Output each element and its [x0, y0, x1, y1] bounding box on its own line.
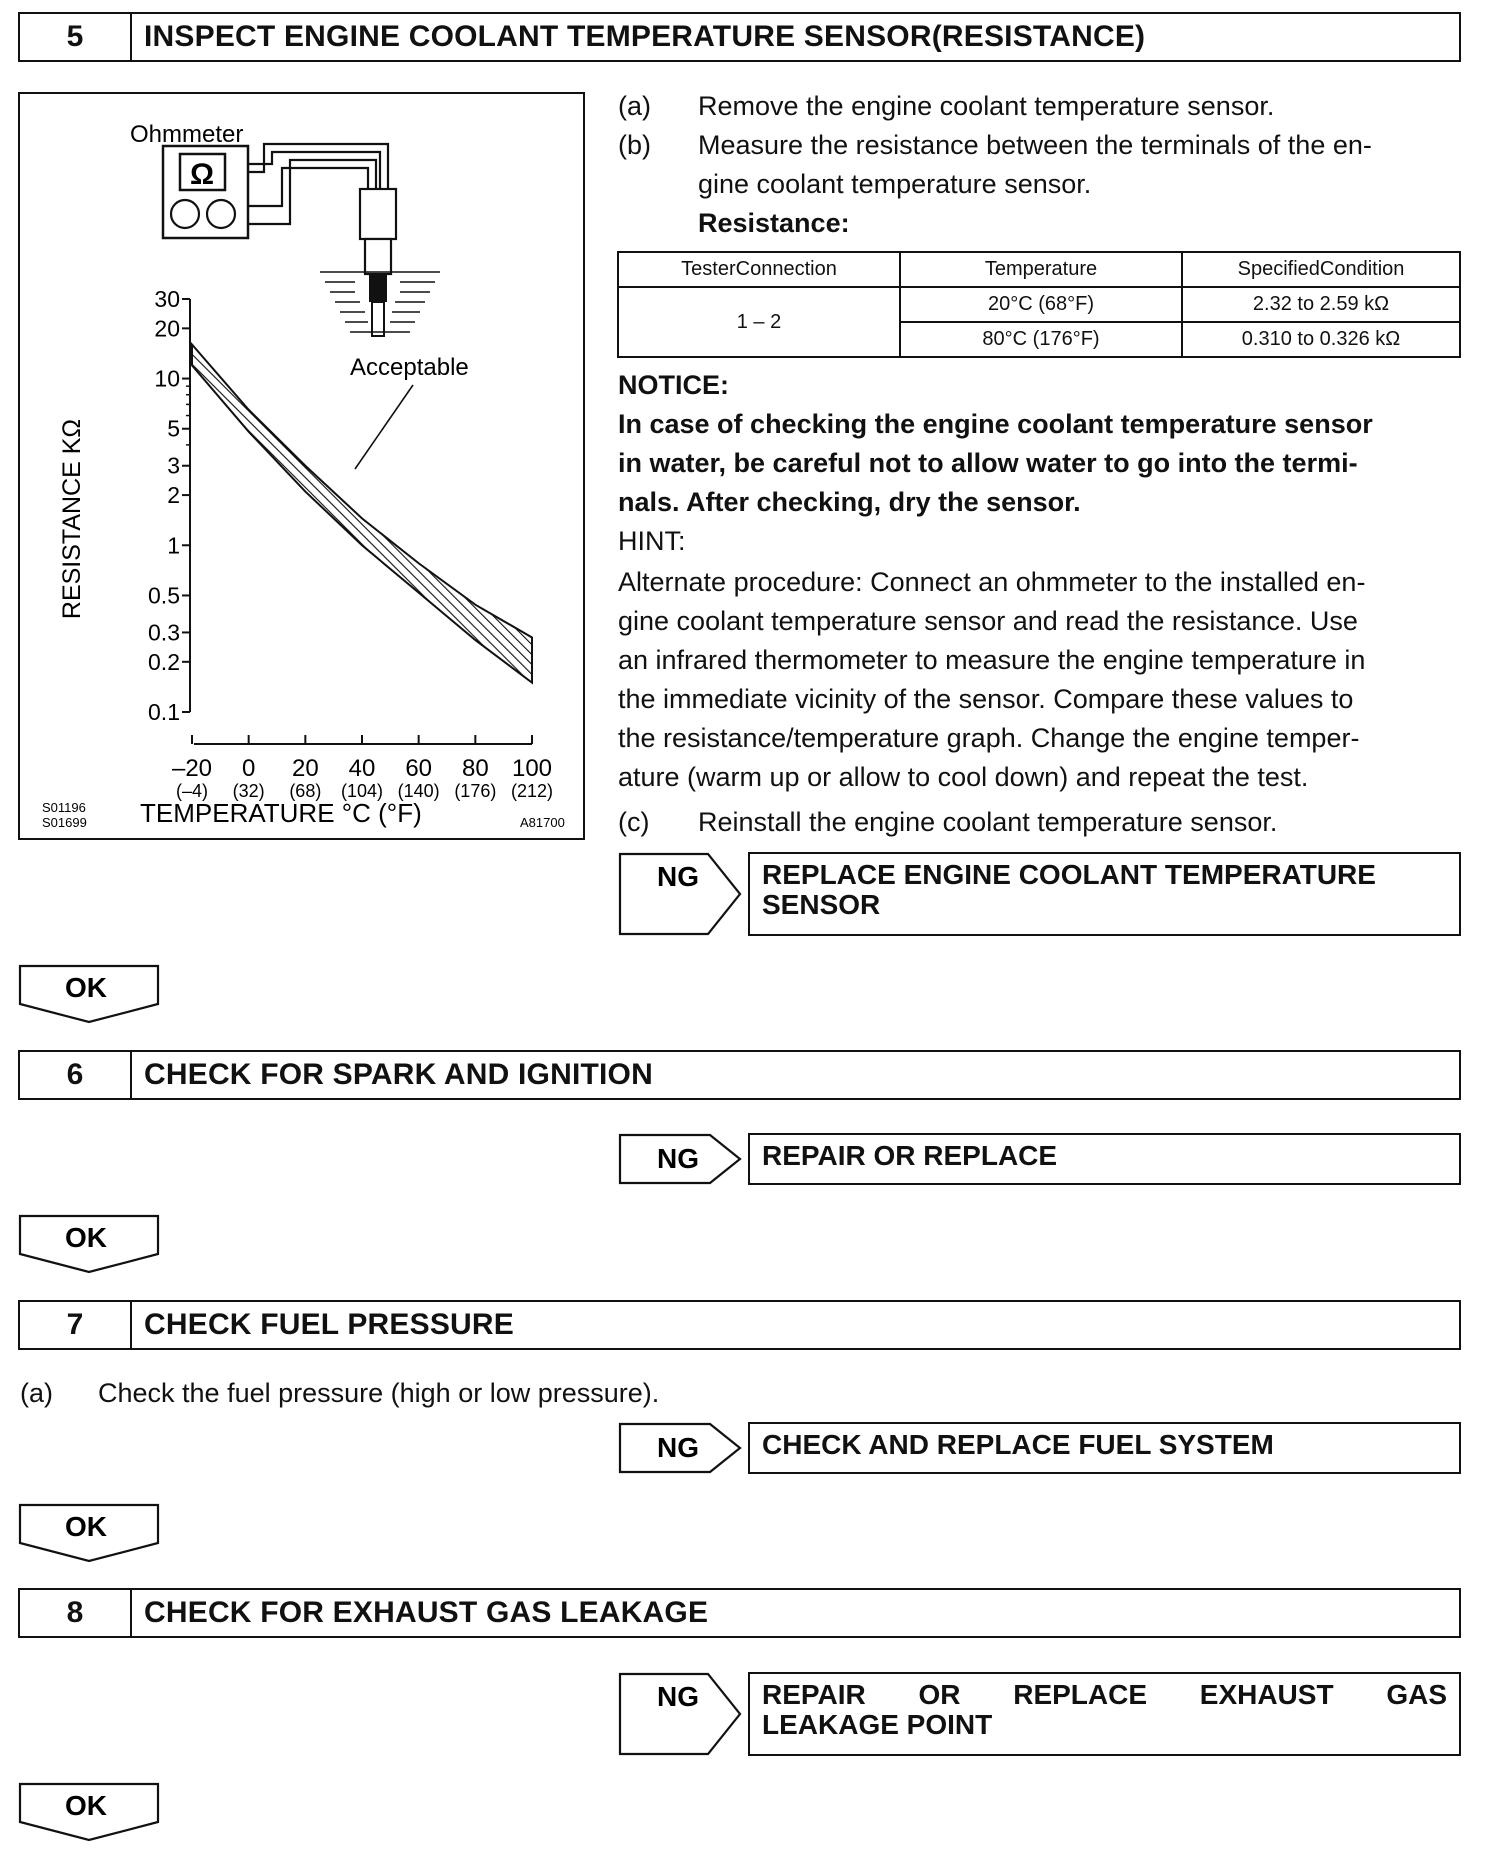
- y-axis-title: RESISTANCE KΩ: [58, 418, 86, 620]
- step-number: 5: [20, 14, 132, 60]
- step-6-header: [18, 1050, 1461, 1100]
- plot-area: [42, 286, 565, 830]
- y-tick-label: 0.2: [148, 648, 180, 675]
- annotation-label: Acceptable: [350, 354, 469, 381]
- ng-result-word: OR: [918, 1679, 961, 1710]
- x-tick-label-f: (140): [397, 781, 440, 801]
- ng-arrow: [618, 1672, 748, 1756]
- step-a-label: (a): [618, 91, 651, 121]
- ng-result-box: [748, 1133, 1461, 1185]
- ok-label: OK: [65, 1222, 107, 1253]
- chart-svg: [20, 94, 583, 838]
- y-tick-label: 0.5: [148, 582, 180, 609]
- ng-arrow: [618, 852, 748, 936]
- x-tick-label: –20: [171, 755, 213, 782]
- step-number: 6: [20, 1052, 132, 1098]
- y-tick-label: 2: [167, 482, 180, 509]
- ohmmeter-icon: [163, 144, 440, 336]
- ng-label: NG: [657, 861, 699, 892]
- y-tick-label: 0.3: [148, 619, 180, 646]
- table-header: SpecifiedCondition: [1182, 252, 1460, 287]
- ng-label: NG: [657, 1432, 699, 1463]
- figure-code: A81700: [520, 815, 565, 830]
- resistance-temperature-chart: [18, 92, 585, 840]
- y-tick-label: 5: [167, 415, 180, 442]
- step-title: CHECK FUEL PRESSURE: [144, 1308, 514, 1341]
- step-a-label: (a): [20, 1378, 53, 1408]
- table-cell: 1 – 2: [618, 287, 900, 357]
- x-tick-label: 20: [291, 755, 319, 782]
- notice-line: In case of checking the engine coolant temperature sensor: [618, 409, 1373, 439]
- table-cell: 2.32 to 2.59 kΩ: [1182, 287, 1460, 322]
- table-header: Temperature: [900, 252, 1182, 287]
- notice-line: in water, be careful not to allow water to go into the termi-: [618, 448, 1358, 478]
- ok-arrow: [18, 1503, 160, 1565]
- table-cell: 20°C (68°F): [900, 287, 1182, 322]
- step-number: 7: [20, 1302, 132, 1348]
- x-tick-label-f: (68): [289, 781, 322, 801]
- ok-arrow: [18, 1782, 160, 1844]
- acceptable-band: [192, 345, 532, 683]
- ng-result-line: REPLACE ENGINE COOLANT TEMPERATURE: [762, 859, 1376, 890]
- ok-arrow: [18, 1214, 160, 1276]
- x-tick-label-f: (212): [510, 781, 554, 801]
- step-b-text-line1: Measure the resistance between the terminals of the en-: [698, 130, 1372, 160]
- notice-label: NOTICE:: [618, 370, 729, 400]
- step-5-header: [18, 12, 1461, 62]
- x-tick-label: 0: [241, 755, 256, 782]
- ng-arrow: [618, 1133, 748, 1185]
- ng-result-line: REPAIR OR REPLACE: [762, 1140, 1058, 1171]
- ng-arrow: [618, 1422, 748, 1474]
- step-b-label: (b): [618, 130, 651, 160]
- ohm-symbol: Ω: [189, 158, 215, 191]
- ng-result-box: [748, 1422, 1461, 1474]
- hint-line: the resistance/temperature graph. Change the engine temper-: [618, 723, 1360, 753]
- step-b-text-line2: gine coolant temperature sensor.: [698, 169, 1092, 199]
- x-tick-label: 40: [348, 755, 376, 782]
- x-tick-label-f: (104): [340, 781, 384, 801]
- x-axis-title: TEMPERATURE °C (°F): [140, 798, 422, 828]
- step-c-text: Reinstall the engine coolant temperature sensor.: [698, 807, 1278, 837]
- ng-label: NG: [657, 1681, 699, 1712]
- figure-code: S01699: [42, 815, 87, 830]
- table-header-row: [618, 252, 1460, 287]
- ng-result-word: GAS: [1386, 1679, 1447, 1710]
- table-cell: 0.310 to 0.326 kΩ: [1182, 322, 1460, 357]
- hint-line: Alternate procedure: Connect an ohmmeter to the installed en-: [618, 567, 1366, 597]
- y-tick-label: 3: [167, 452, 180, 479]
- x-tick-label: 100: [511, 755, 553, 782]
- x-tick-label-f: (32): [232, 781, 265, 801]
- step-7-header: [18, 1300, 1461, 1350]
- y-tick-label: 0.1: [148, 699, 180, 725]
- ok-arrow: [18, 964, 160, 1026]
- step-title: CHECK FOR SPARK AND IGNITION: [144, 1058, 653, 1091]
- ng-result-line: [762, 1680, 1447, 1710]
- ok-label: OK: [65, 1511, 107, 1542]
- ohmmeter-label: Ohmmeter: [130, 121, 244, 148]
- step-a-text: Remove the engine coolant temperature sensor.: [698, 91, 1275, 121]
- y-tick-label: 20: [154, 315, 180, 342]
- ng-result-line: LEAKAGE POINT: [762, 1709, 993, 1740]
- hint-label: HINT:: [618, 526, 686, 556]
- x-tick-label: 60: [405, 755, 433, 782]
- table-cell: 80°C (176°F): [900, 322, 1182, 357]
- y-tick-label: 10: [154, 365, 180, 392]
- y-tick-label: 1: [167, 532, 180, 559]
- table-row: [618, 287, 1460, 322]
- figure-code: S01196: [42, 800, 86, 815]
- ng-result-line: CHECK AND REPLACE FUEL SYSTEM: [762, 1429, 1274, 1460]
- step-c-label: (c): [618, 807, 650, 837]
- notice-line: nals. After checking, dry the sensor.: [618, 487, 1081, 517]
- ng-label: NG: [657, 1143, 699, 1174]
- ng-result-box: [748, 1672, 1461, 1756]
- ng-result-line: SENSOR: [762, 889, 881, 920]
- ng-result-word: REPAIR: [762, 1679, 866, 1710]
- table-header: TesterConnection: [618, 252, 900, 287]
- x-tick-label: 80: [461, 755, 489, 782]
- step-a-text: Check the fuel pressure (high or low pressure).: [98, 1378, 660, 1408]
- step-number: 8: [20, 1590, 132, 1636]
- ng-result-box: [748, 852, 1461, 936]
- ng-result-word: REPLACE: [1013, 1679, 1148, 1710]
- ng-result-word: EXHAUST: [1199, 1679, 1334, 1710]
- x-tick-label-f: (176): [454, 781, 497, 801]
- spec-table: [617, 251, 1461, 358]
- hint-line: the immediate vicinity of the sensor. Compare these values to: [618, 684, 1354, 714]
- resistance-label: Resistance:: [698, 208, 850, 238]
- hint-line: gine coolant temperature sensor and read the resistance. Use: [618, 606, 1358, 636]
- step-8-header: [18, 1588, 1461, 1638]
- hint-line: an infrared thermometer to measure the engine temperature in: [618, 645, 1366, 675]
- hint-line: ature (warm up or allow to cool down) and repeat the test.: [618, 762, 1309, 792]
- annotation-leader: [355, 385, 413, 469]
- x-tick-label-f: (–4): [175, 781, 209, 801]
- ok-label: OK: [65, 1790, 107, 1821]
- step-title: INSPECT ENGINE COOLANT TEMPERATURE SENSOR(RESISTANCE): [144, 20, 1146, 53]
- y-tick-label: 30: [154, 286, 180, 312]
- ok-label: OK: [65, 972, 107, 1003]
- step-title: CHECK FOR EXHAUST GAS LEAKAGE: [144, 1596, 709, 1629]
